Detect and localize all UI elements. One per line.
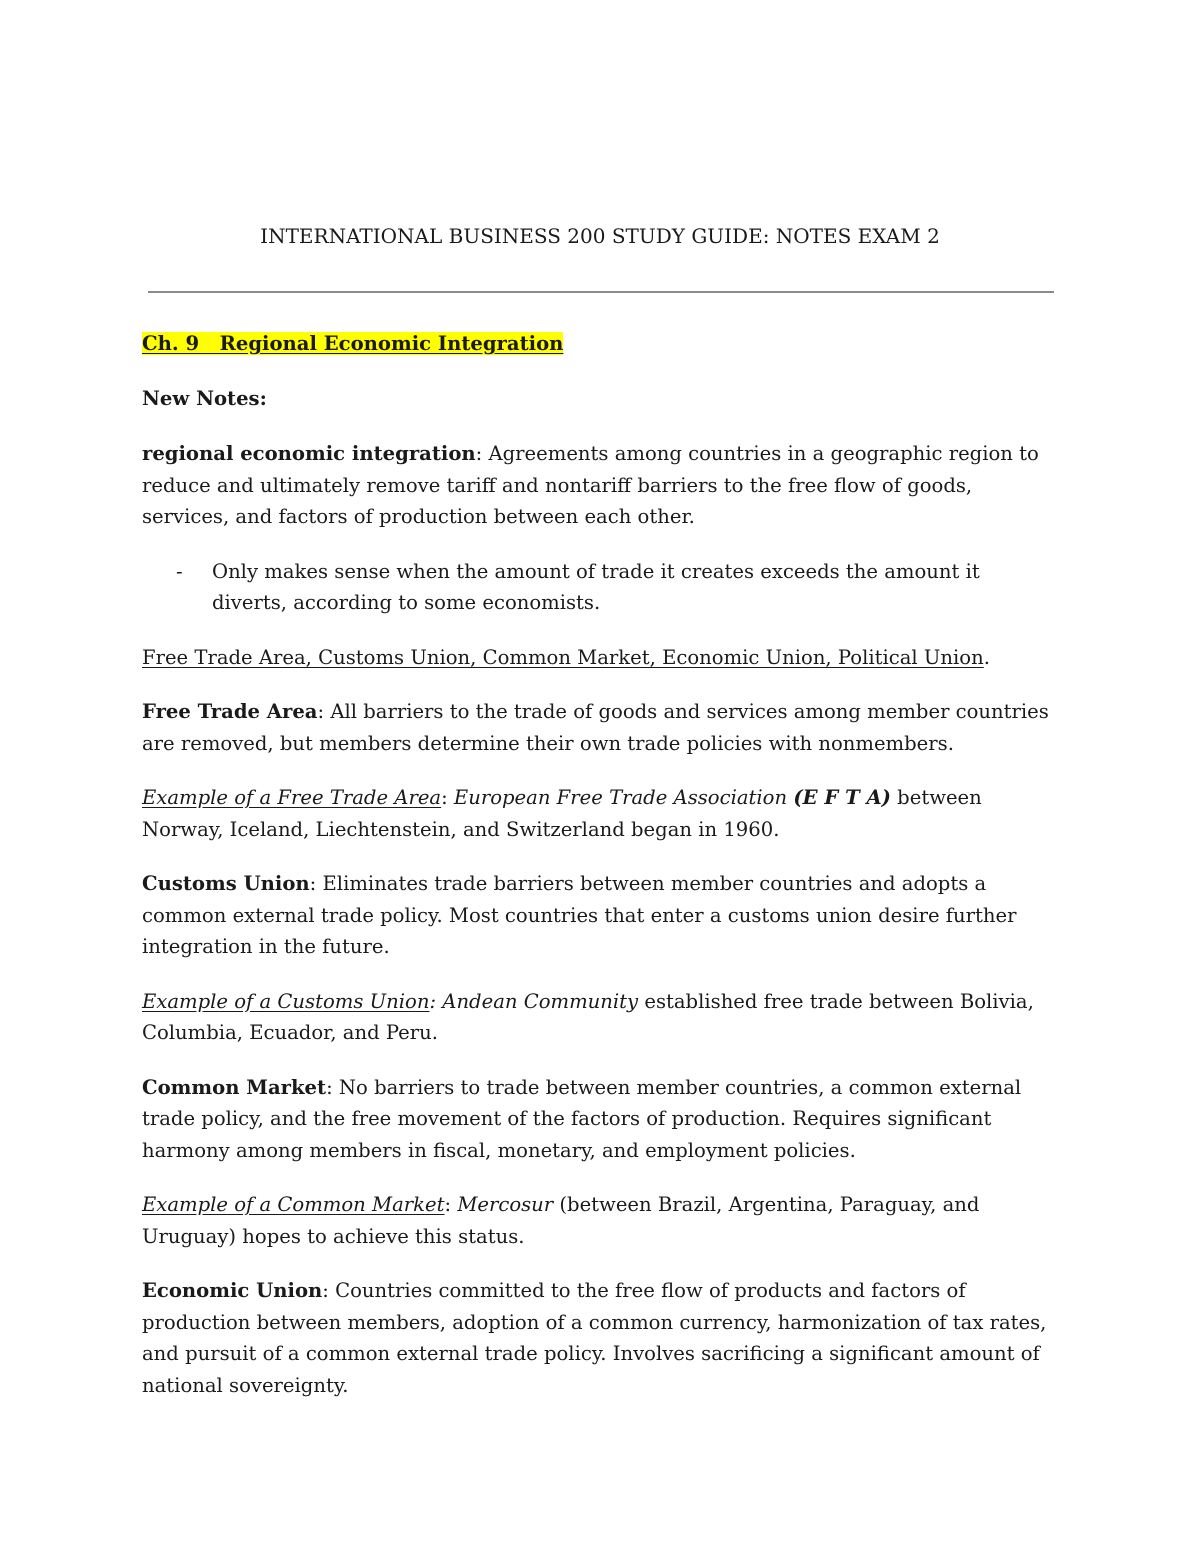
cu-example-rest: established free trade between Bolivia, Columbia, Ecuador, and Peru.: [142, 989, 1034, 1044]
cm-example-paragraph: [142, 1189, 1057, 1252]
types-list-tail: .: [983, 645, 990, 669]
eu-definition: : Countries committed to the free flow of products and factors of production between members, adoption of a common currency, harmonization of tax rates, and pursuit of a common external trade policy. Involves sacrificing a significant amount of national sovereignty.: [142, 1279, 1047, 1397]
fta-example-abbr: (E F T A): [793, 786, 891, 809]
fta-term: Free Trade Area: [142, 700, 318, 723]
eu-paragraph: [142, 1275, 1057, 1401]
fta-example-paragraph: [142, 782, 1057, 845]
bullet-dash: -: [176, 559, 183, 583]
fta-paragraph: [142, 696, 1057, 759]
document-body: [142, 328, 1057, 1424]
cu-term: Customs Union: [142, 872, 310, 895]
chapter-heading: Ch. 9 Regional Economic Integration: [142, 332, 564, 355]
cu-example-label: Example of a Customs Union: [142, 989, 430, 1013]
bullet-text: Only makes sense when the amount of trade it creates exceeds the amount it diverts, according to some economists.: [212, 559, 980, 614]
cm-example-rest: (between Brazil, Argentina, Paraguay, and Uruguay) hopes to achieve this status.: [142, 1193, 980, 1248]
fta-example-rest: between Norway, Iceland, Liechtenstein, and Switzerland began in 1960.: [142, 786, 982, 841]
cu-definition: : Eliminates trade barriers between member countries and adopts a common external trade policy. Most countries that enter a customs union desire further integration in the future.: [142, 872, 1017, 958]
document-title: INTERNATIONAL BUSINESS 200 STUDY GUIDE: NOTES EXAM 2: [260, 224, 940, 248]
new-notes-heading: [142, 383, 1057, 415]
cm-example-name: Mercosur: [451, 1193, 554, 1216]
new-notes-label: New Notes:: [142, 386, 267, 410]
chapter-heading-line: [142, 328, 1057, 360]
types-list-paragraph: [142, 642, 1057, 674]
cu-example-paragraph: [142, 986, 1057, 1049]
title-divider: [148, 291, 1054, 293]
cm-definition: : No barriers to trade between member countries, a common external trade policy, and the free movement of the factors of production. Requires significant harmony among members in fiscal, monetary, and employment policies.: [142, 1075, 1022, 1162]
cm-term: Common Market: [142, 1075, 327, 1099]
types-list: Free Trade Area, Customs Union, Common Market, Economic Union, Political Union: [142, 645, 984, 669]
cm-paragraph: [142, 1072, 1057, 1167]
eu-term: Economic Union: [142, 1279, 323, 1302]
cm-example-label: Example of a Common Market: [142, 1193, 445, 1216]
cu-example-colon: :: [429, 989, 437, 1013]
bullet-item: [142, 556, 1057, 619]
cu-paragraph: [142, 868, 1057, 963]
fta-example-name: European Free Trade Association: [447, 786, 794, 809]
fta-example-label: Example of a Free Trade Area: [142, 786, 442, 809]
rei-term: regional economic integration: [142, 442, 476, 465]
fta-example-colon: :: [441, 786, 448, 809]
cm-example-colon: :: [444, 1193, 452, 1216]
rei-paragraph: [142, 438, 1057, 533]
cu-example-name: Andean Community: [436, 989, 639, 1013]
fta-definition: : All barriers to the trade of goods and services among member countries are removed, but members determine their own trade policies with nonmembers.: [142, 700, 1049, 755]
rei-definition: : Agreements among countries in a geographic region to reduce and ultimately remove tariff and nontariff barriers to the free flow of goods, services, and factors of production between each other.: [142, 442, 1039, 528]
